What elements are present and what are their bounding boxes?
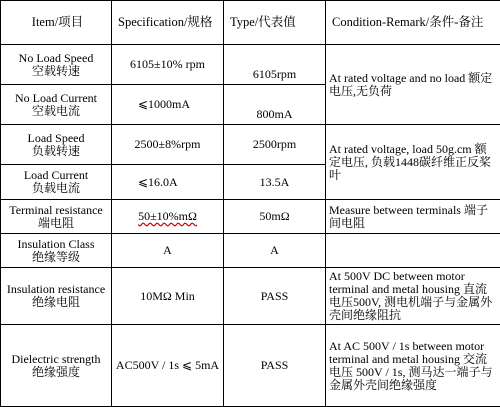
item-name-cn: 绝缘等级	[4, 251, 108, 264]
table-row	[1, 268, 500, 325]
item-name-cn: 空载转速	[4, 65, 108, 78]
type-cell: 2500rpm	[224, 125, 326, 165]
item-cell	[1, 200, 112, 234]
item-cell	[1, 45, 112, 85]
type-cell: PASS	[224, 268, 326, 325]
spec-cell	[112, 200, 224, 234]
type-cell: 6105rpm	[224, 45, 326, 85]
item-name-en: Terminal resistance	[4, 204, 108, 217]
type-cell: A	[224, 234, 326, 268]
header-specification: Specification/规格	[112, 1, 224, 45]
remark-cell	[326, 234, 500, 268]
type-cell: 800mA	[224, 85, 326, 125]
item-name-en: No Load Current	[4, 92, 108, 105]
spec-cell: AC500V / 1s ⩽ 5mA	[112, 325, 224, 407]
item-cell	[1, 268, 112, 325]
item-name-en: Load Speed	[4, 132, 108, 145]
table-header-row	[1, 1, 500, 45]
spec-cell: ⩽16.0A	[112, 165, 224, 200]
item-name-cn: 空载电流	[4, 105, 108, 118]
header-item: Item/项目	[1, 1, 112, 45]
table-row	[1, 200, 500, 234]
remark-cell: At AC 500V / 1s between motor terminal and metal housing 交流电压 500V / 1s, 测马达一端子与金属外壳间绝缘强度	[326, 325, 500, 407]
table-row	[1, 125, 500, 165]
item-name-en: Insulation resistance	[4, 283, 108, 296]
remark-cell: At 500V DC between motor terminal and metal housing 直流电压500V, 测电机端子与金属外壳间绝缘阻抗	[326, 268, 500, 325]
item-name-en: Insulation Class	[4, 238, 108, 251]
item-name-cn: 端电阻	[4, 217, 108, 230]
type-cell: PASS	[224, 325, 326, 407]
item-name-cn: 绝缘电阻	[4, 296, 108, 309]
spec-cell: 6105±10% rpm	[112, 45, 224, 85]
item-name-en: No Load Speed	[4, 52, 108, 65]
header-type: Type/代表值	[224, 1, 326, 45]
item-name-en: Dielectric strength	[4, 353, 108, 366]
item-name-cn: 负载转速	[4, 145, 108, 158]
spec-value: 50±10%mΩ	[138, 209, 197, 223]
type-cell: 13.5A	[224, 165, 326, 200]
item-name-cn: 负载电流	[4, 182, 108, 195]
type-cell: 50mΩ	[224, 200, 326, 234]
spec-cell: 10MΩ Min	[112, 268, 224, 325]
item-cell	[1, 234, 112, 268]
table-row	[1, 234, 500, 268]
header-remark: Condition-Remark/条件-备注	[326, 1, 500, 45]
remark-cell: Measure between terminals 端子间电阻	[326, 200, 500, 234]
item-name-cn: 绝缘强度	[4, 366, 108, 379]
table-row	[1, 325, 500, 407]
remark-cell: At rated voltage, load 50g.cm 额定电压, 负载1448碳纤维正反桨叶	[326, 125, 500, 200]
item-cell	[1, 325, 112, 407]
item-cell	[1, 125, 112, 165]
item-name-en: Load Current	[4, 169, 108, 182]
spec-cell: A	[112, 234, 224, 268]
spec-cell: 2500±8%rpm	[112, 125, 224, 165]
remark-cell: At rated voltage and no load 额定电压,无负荷	[326, 45, 500, 125]
table-row	[1, 45, 500, 85]
item-cell	[1, 165, 112, 200]
item-cell	[1, 85, 112, 125]
spec-cell: ⩽1000mA	[112, 85, 224, 125]
